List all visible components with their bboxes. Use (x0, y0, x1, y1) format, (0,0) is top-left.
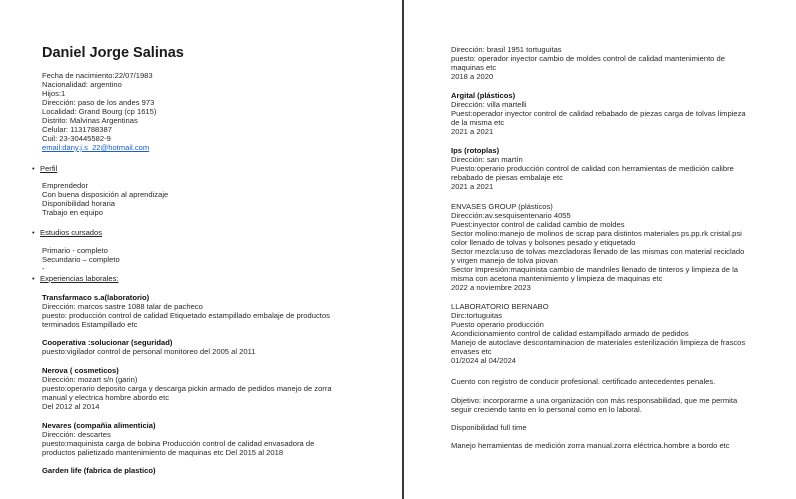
job-line: Puest:inyector control de calidad cambio de moldes (451, 220, 625, 229)
job-line: Dirección:av.sesquisentenario 4055 (451, 211, 571, 220)
job-line: Dirección: marcos sastre 1088 talar de pacheco (42, 302, 203, 311)
job-line: Sector mezcla:uso de tolvas mezcladoras llenado de las mismas con material reciclado (451, 247, 745, 256)
job-line: 01/2024 al 04/2024 (451, 356, 517, 365)
job-line: 2021 a 2021 (451, 127, 494, 136)
applicant-name: Daniel Jorge Salinas (42, 45, 184, 61)
children: Hijos:1 (42, 89, 66, 98)
job-line: 2021 a 2021 (451, 182, 494, 191)
bullet: • (32, 274, 35, 283)
job-title: Ips (rotoplas) (451, 146, 500, 155)
job-line: envases etc (451, 347, 492, 356)
objective-line: Objetivo: incorporarme a una organización con más responsabilidad, que me permita (451, 396, 738, 405)
estudios-item: Primario - completo (42, 246, 108, 255)
section-heading: Experiencias laborales: (40, 274, 119, 283)
availability: Disponibilidad full time (451, 423, 527, 432)
section-perfil (32, 164, 57, 173)
job-line: puesto:operario deposito carga y descarga pickin armado de pedidos manejo de zorra (42, 384, 332, 393)
birth-date: Fecha de nacimiento:22/07/1983 (42, 71, 153, 80)
job-line: Dirección: descartes (42, 430, 111, 439)
nationality: Nacionalidad: argentino (42, 80, 122, 89)
job-line: Dirc:tortuguitas (451, 311, 503, 320)
license-note: Cuento con registro de conducir profesional. certificado antecedentes penales. (451, 377, 716, 386)
perfil-item: Emprendedor (42, 181, 89, 190)
job-line: puesto:vigilador control de personal monitoreo del 2005 al 2011 (42, 347, 256, 356)
job-title: Nerova ( cosmeticos) (42, 366, 119, 375)
job-title: Transfarmaco s.a(laboratorio) (42, 293, 150, 302)
section-experiencias (32, 274, 119, 283)
job-line: de la misma etc (451, 118, 505, 127)
section-heading: Estudios cursados (40, 228, 103, 237)
job-line: color llenado de tolvas y bolsones pesado y etiquetado (451, 238, 636, 247)
job-line: maquinas etc (451, 63, 497, 72)
job-line: Manejo de autoclave descontaminacion de materiales esterilización limpieza de frascos (451, 338, 746, 347)
job-line: Puest:operador inyector control de calidad rebabado de piezas carga de tolvas limpieza (451, 109, 746, 118)
job-line: Dirección: brasil 1951 tortuguitas (451, 45, 562, 54)
job-line: Del 2012 al 2014 (42, 402, 100, 411)
job-title: Nevares (compañia alimenticia) (42, 421, 156, 430)
job-title: Garden life (fabrica de plastico) (42, 466, 156, 475)
address: Dirección: paso de los andes 973 (42, 98, 155, 107)
objective-line: seguir creciendo tanto en lo personal como en lo laboral. (451, 405, 642, 414)
job-line: Puesto operario producción (451, 320, 544, 329)
job-line: manual y electrica hombre abordo etc (42, 393, 170, 402)
section-heading: Perfil (40, 164, 58, 173)
locality: Localidad: Grand Bourg (cp 1615) (42, 107, 157, 116)
job-line: misma con acetona mantenimiento y limpieza de maquinas etc (451, 274, 663, 283)
job-line: 2022 a noviembre 2023 (451, 283, 531, 292)
cuil: Cuil: 23-30445582-9 (42, 134, 111, 143)
job-line: 2018 a 2020 (451, 72, 494, 81)
phone: Celular: 1131788387 (42, 125, 112, 134)
job-line: y virgen manejo de tolva piovan (451, 256, 558, 265)
job-title: LLABORATORIO BERNABO (451, 302, 549, 311)
stray-mark: - (42, 264, 45, 273)
bullet: • (32, 164, 35, 173)
job-line: rebabado de piesas embalaje etc (451, 173, 563, 182)
job-title: Argital (plásticos) (451, 91, 516, 100)
email-link[interactable]: email:dany.j.s_22@hotmail.com (42, 143, 150, 152)
page-divider (402, 0, 404, 499)
job-line: Sector molino:manejo de molinos de scrap para distintos materiales ps.pp.rk cristal.psi (451, 229, 742, 238)
job-line: Dirección: villa martelli (451, 100, 527, 109)
district: Distrito: Malvinas Argentinas (42, 116, 138, 125)
job-line: Acondicionamiento control de calidad estampillado armado de pedidos (451, 329, 689, 338)
perfil-item: Disponibilidad horaria (42, 199, 116, 208)
section-estudios (32, 228, 102, 237)
job-line: Dirección: mozart s/n (garin) (42, 375, 138, 384)
job-line: terminados Estampillado etc (42, 320, 138, 329)
job-line: Dirección: san martín (451, 155, 523, 164)
perfil-item: Trabajo en equipo (42, 208, 103, 217)
tools-note: Manejo herramientas de medición zorra manual.zorra eléctrica.hombre a bordo etc (451, 441, 730, 450)
job-line: puesto:maquinista carga de bobina Producción control de calidad envasadora de (42, 439, 315, 448)
job-title: Cooperativa :solucionar (seguridad) (42, 338, 173, 347)
job-line: Puesto:operario producción control de calidad con herramientas de medición calibre (451, 164, 734, 173)
job-line: puesto: operador inyector cambio de moldes control de calidad mantenimiento de (451, 54, 725, 63)
job-line: puesto: producción control de calidad Etiquetado estampillado embalaje de productos (42, 311, 330, 320)
perfil-item: Con buena disposición al aprendizaje (42, 190, 169, 199)
estudios-item: Secundario – completo (42, 255, 120, 264)
job-title: ENVASES GROUP (plásticos) (451, 202, 553, 211)
bullet: • (32, 228, 35, 237)
job-line: Sector Impresión:maquinista cambio de mandriles llenado de tinteros y limpieza de la (451, 265, 739, 274)
job-line: productos palietizado mantenimiento de maquinas etc Del 2015 al 2018 (42, 448, 284, 457)
